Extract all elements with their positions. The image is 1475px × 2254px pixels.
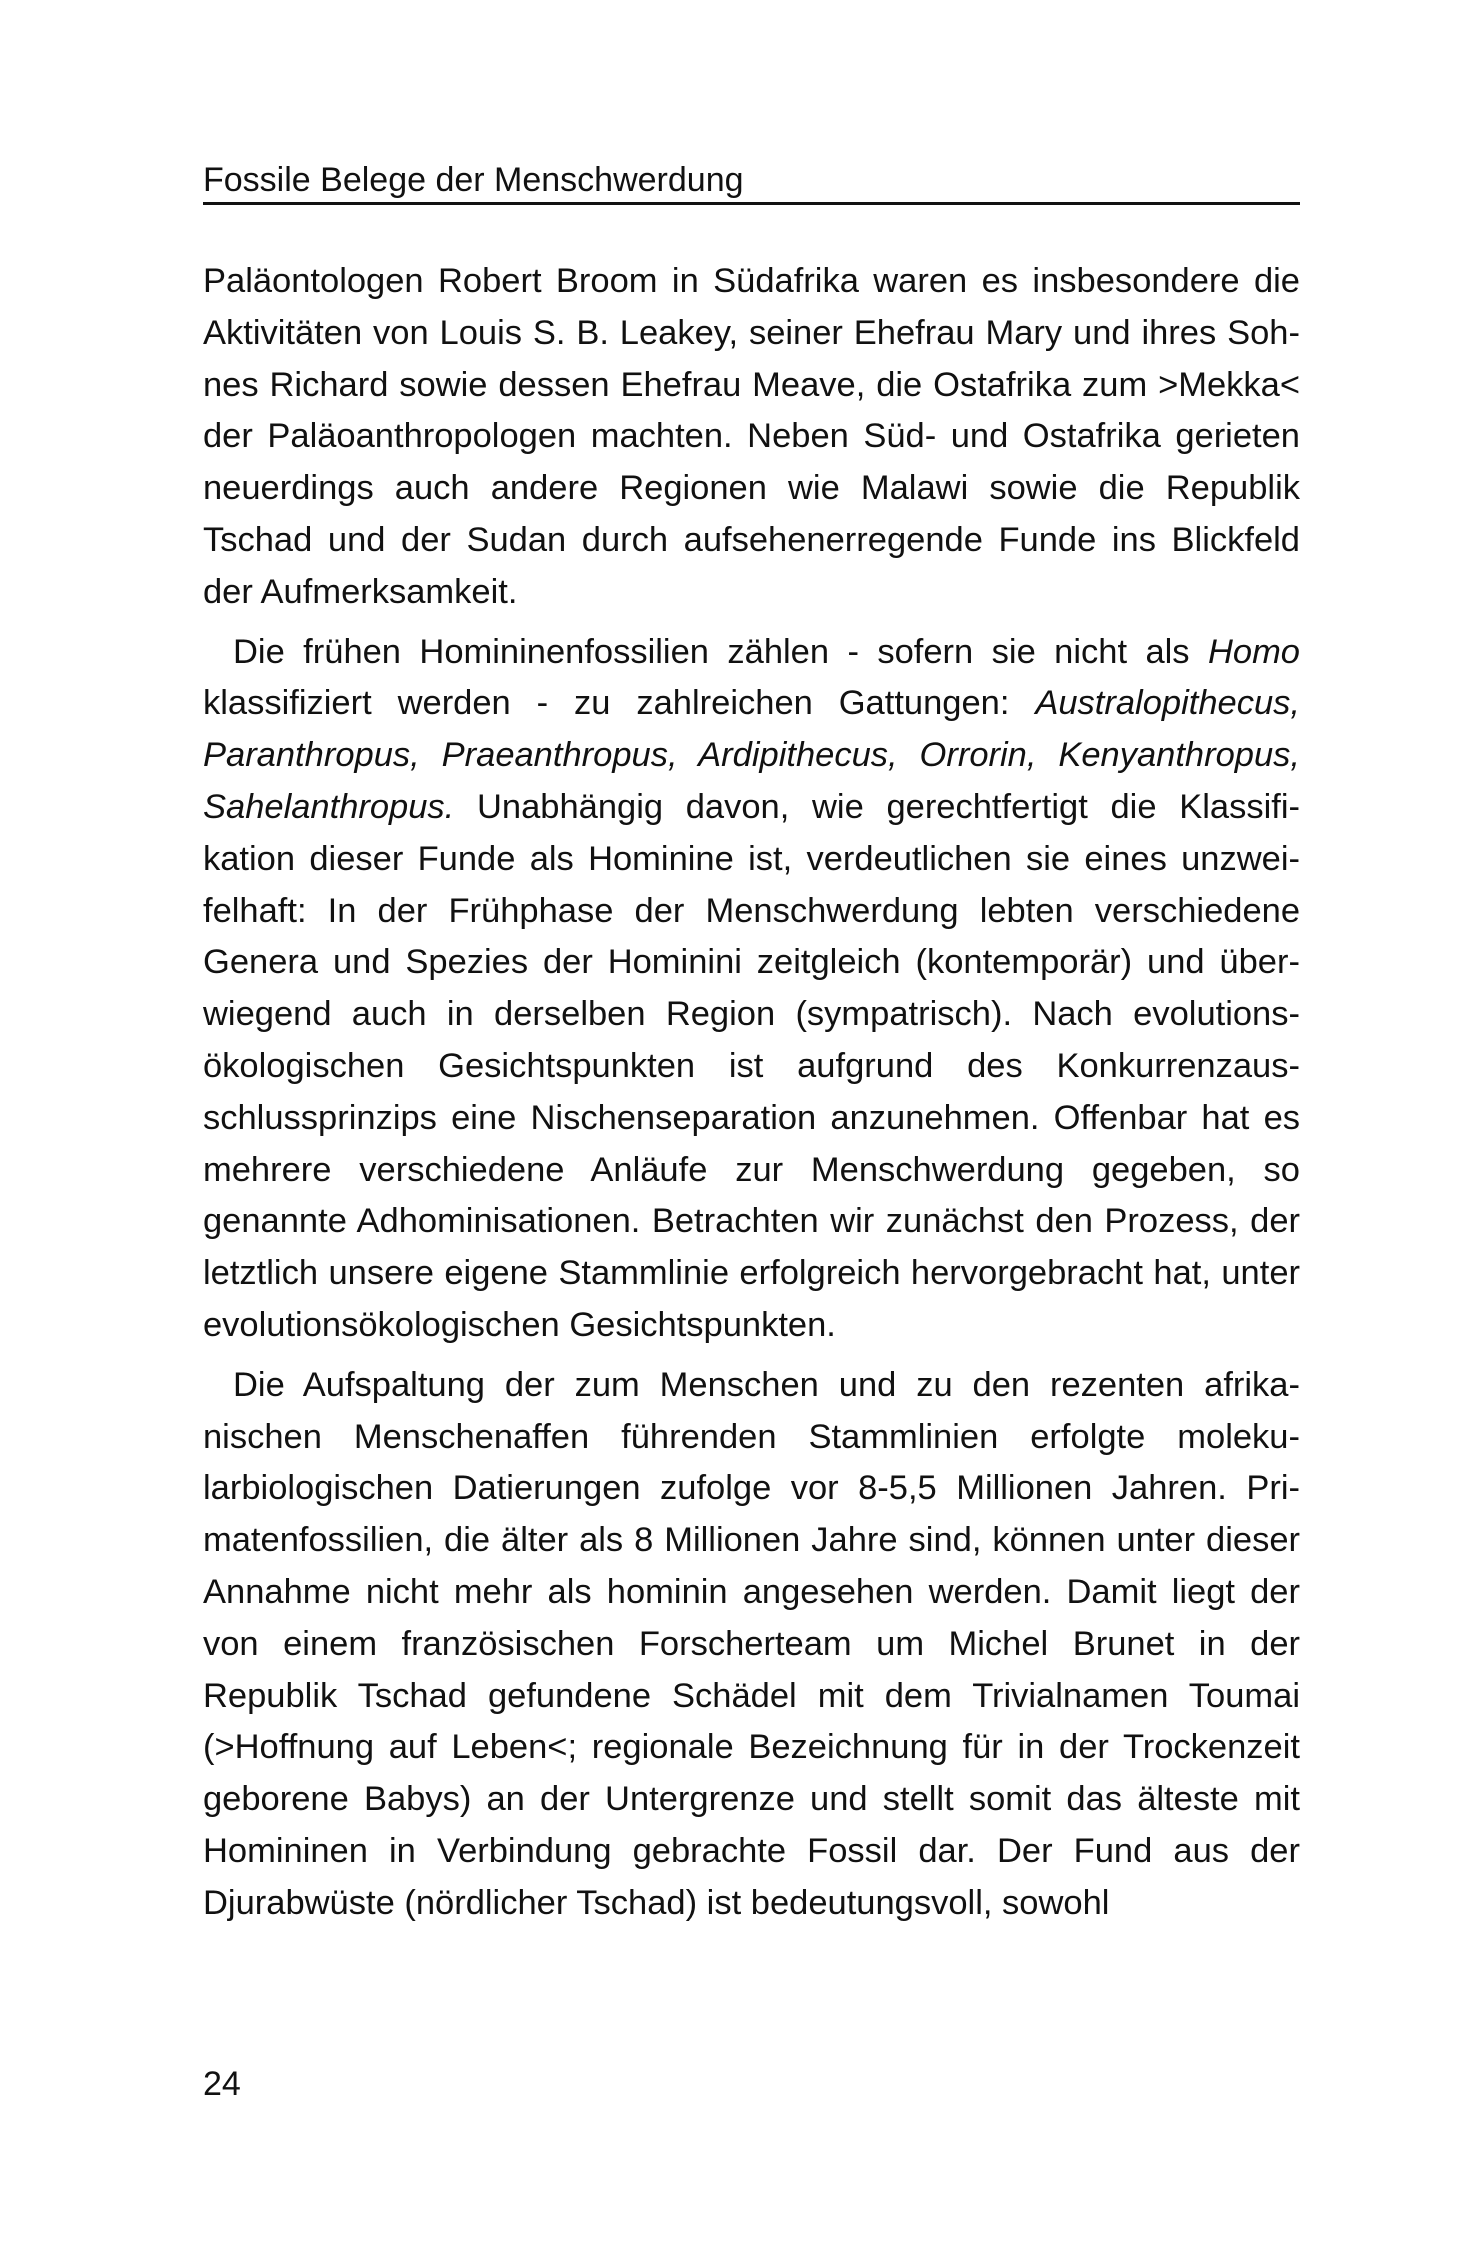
italic-genera-list: Australopithecus, Paranthropus, Praeanthropus, Ardipithecus, Orrorin, Kenyanthropus, Sahelanthropus. [203,684,1300,826]
running-header [203,158,1300,205]
paragraph-2-text-a: Die frühen Homininenfossilien zählen - sofern sie nicht als [233,632,1208,671]
page-number: 24 [203,2065,241,2103]
paragraph-3: Die Aufspaltung der zum Menschen und zu den rezenten afrikanischen Menschenaffen führenden Stammlinien erfolgte molekularbiologischen Datierungen zufolge vor 8-5,5 Millionen Jahren. Primatenfossilien, die älter als 8 Millionen Jahre sind, können unter dieser Annahme nicht mehr als hominin angesehen werden. Damit liegt der von einem französischen Forscherteam um Michel Brunet in der Republik Tschad gefundene Schädel mit dem Trivialnamen Toumai (>Hoffnung auf Leben<; regionale Bezeichnung für in der Trockenzeit geborene Babys) an der Untergrenze und stellt somit das älteste mit Homininen in Verbindung gebrachte Fossil dar. Der Fund aus der Djurabwüste (nördlicher Tschad) ist bedeutungsvoll, sowohl [203,1365,1300,1922]
paragraph-2 [203,627,1300,1352]
paragraph-2-text-c: Unabhängig davon, wie gerechtfertigt die Klassifikation dieser Funde als Hominine ist, verdeutlichen sie eines unzweifelhaft: In der Frühphase der Menschwerdung lebten verschiedene Genera und Spezies der Hominini zeitgleich (kontemporär) und überwiegend auch in derselben Region (sympatrisch). Nach evolutionsökologischen Gesichtspunkten ist aufgrund des Konkurrenzausschlussprinzips eine Nischenseparation anzunehmen. Offenbar hat es mehrere verschiedene Anläufe zur Menschwerdung gegeben, so genannte Adhominisationen. Betrachten wir zunächst den Prozess, der letztlich unsere eigene Stammlinie erfolgreich hervorgebracht hat, unter evolutionsökologischen Gesichtspunkten. [203,787,1300,1344]
italic-homo: Homo [1207,632,1300,671]
running-title: Fossile Belege der Menschwerdung [203,161,744,199]
body-text [203,256,1300,1938]
paragraph-1: Paläontologen Robert Broom in Südafrika waren es insbesondere die Aktivitäten von Louis S. B. Leakey, seiner Ehefrau Mary und ihres Sohnes Richard sowie dessen Ehefrau Meave, die Ostafrika zum >Mekka< der Paläoanthropologen machten. Neben Süd- und Ostafrika gerieten neuerdings auch andere Regionen wie Malawi sowie die Republik Tschad und der Sudan durch aufsehenerregende Funde ins Blickfeld der Aufmerksamkeit. [203,262,1300,611]
paragraph-2-text-b: klassifiziert werden - zu zahlreichen Gattungen: [203,684,1036,723]
